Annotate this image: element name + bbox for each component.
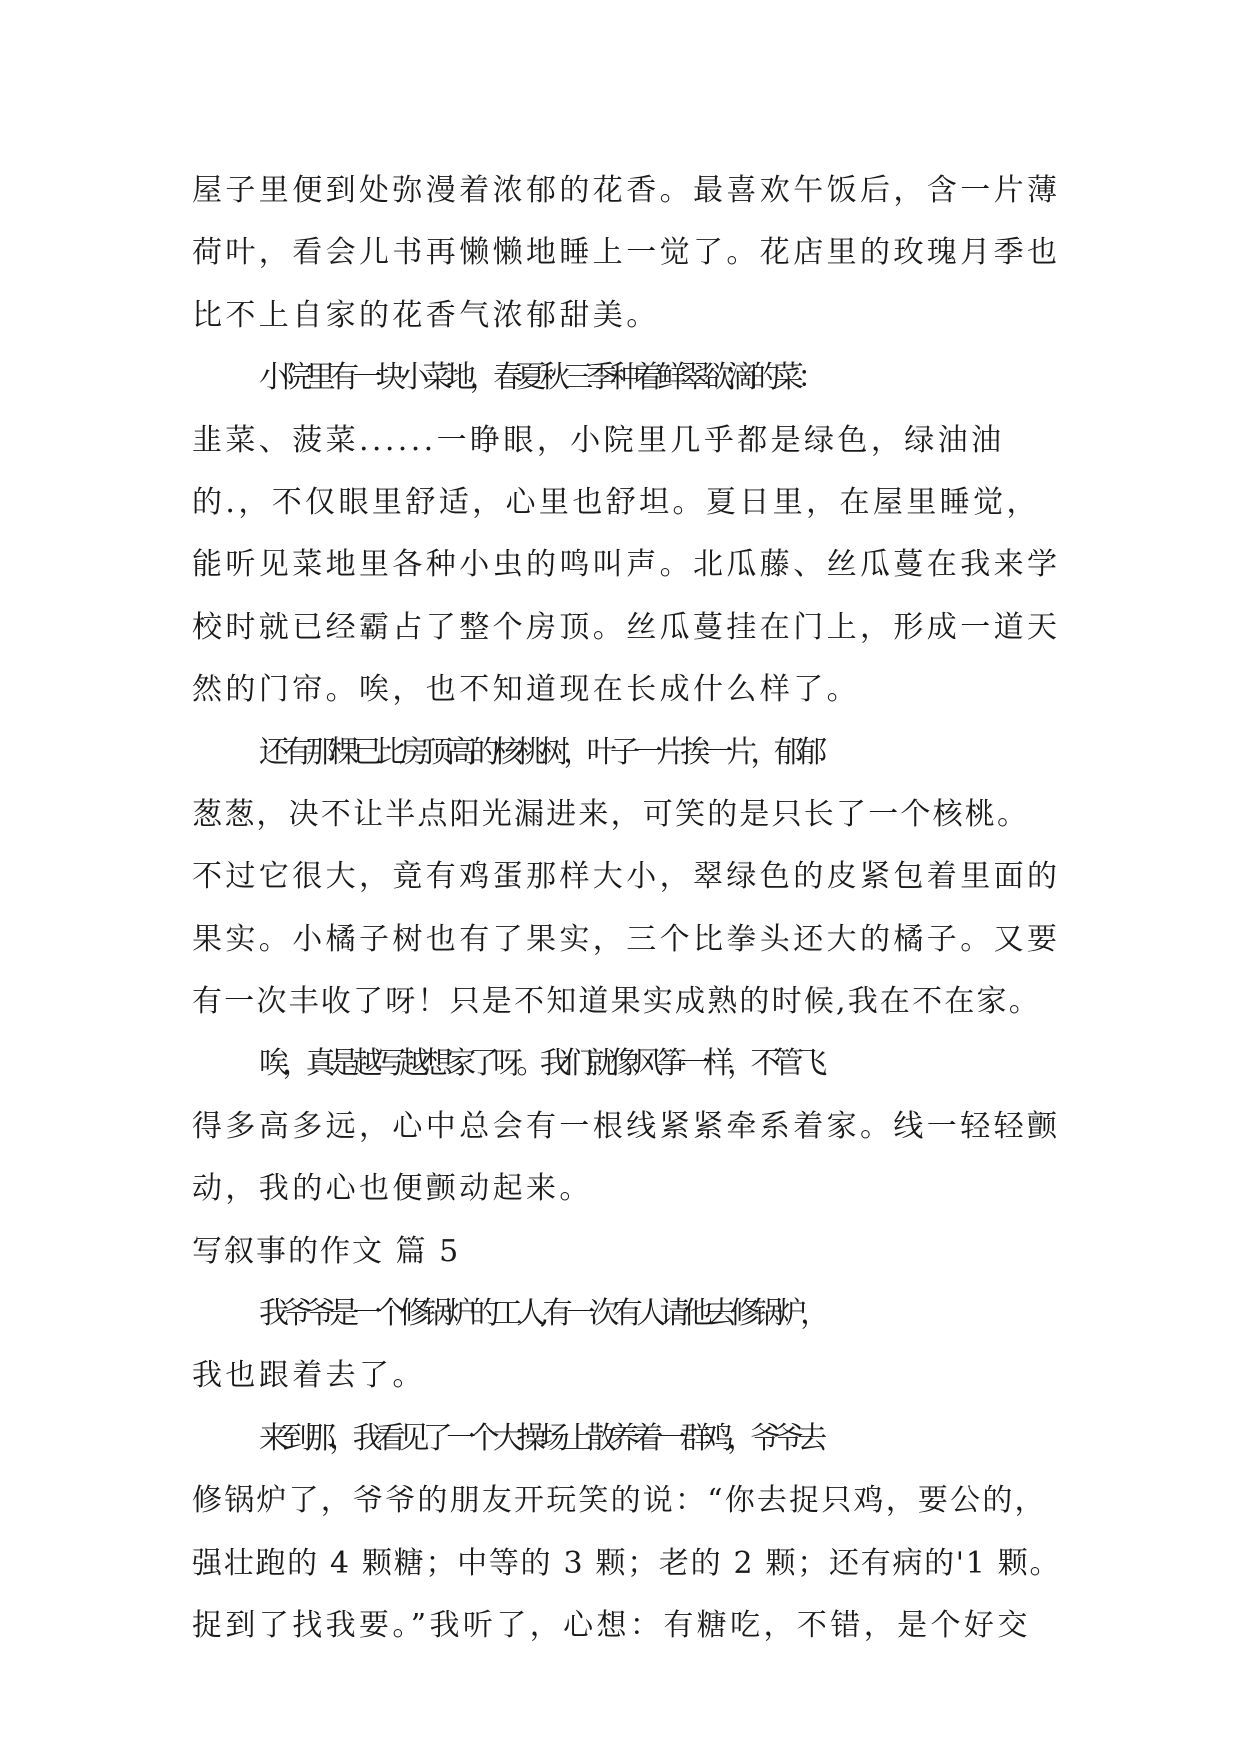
text-line: 捉到了找我要。”我听了，心想：有糖吃，不错，是个好交: [192, 1607, 1031, 1643]
text-line: 校时就已经霸占了整个房顶。丝瓜蔓挂在门上，形成一道天: [192, 609, 1061, 645]
text-line: 比不上自家的花香气浓郁甜美。: [192, 297, 660, 333]
text-line: 得多高多远，心中总会有一根线紧紧牵系着家。线一轻轻颤: [192, 1108, 1061, 1144]
paragraph-first-line: 还有那棵已比房顶高的核桃树，叶子一片挨一片，郁郁: [259, 734, 821, 770]
text-line: 荷叶，看会儿书再懒懒地睡上一觉了。花店里的玫瑰月季也: [192, 235, 1061, 271]
text-line: 不过它很大，竟有鸡蛋那样大小，翠绿色的皮紧包着里面的: [192, 859, 1061, 895]
paragraph-first-line: 来到那，我看见了一个大操场上散养着一群鸡，爷爷去: [259, 1420, 821, 1456]
text-line: 强壮跑的 4 颗糖；中等的 3 颗；老的 2 颗；还有病的'1 颗。: [192, 1545, 1062, 1581]
text-line: 韭菜、菠菜......一睁眼，小院里几乎都是绿色，绿油油: [192, 422, 1005, 458]
text-line: 葱葱，决不让半点阳光漏进来，可笑的是只长了一个核桃。: [192, 796, 1030, 832]
text-line: 然的门帘。唉，也不知道现在长成什么样了。: [192, 672, 860, 708]
text-line: 我也跟着去了。: [192, 1358, 426, 1394]
text-line: 动，我的心也便颤动起来。: [192, 1171, 593, 1207]
paragraph-first-line: 我爷爷是一个修锅炉的工人,有一次有人请他去修锅炉，: [259, 1296, 824, 1332]
paragraph-first-line: 小院里有一块小菜地，春夏秋三季种着鲜翠欲滴的菜：: [259, 360, 821, 396]
text-line: 能听见菜地里各种小虫的鸣叫声。北瓜藤、丝瓜蔓在我来学: [192, 547, 1061, 583]
text-line: 有一次丰收了呀！只是不知道果实成熟的时候,我在不在家。: [192, 984, 1041, 1020]
document-body: [192, 160, 1062, 1657]
section-heading: 写叙事的作文 篇 5: [192, 1233, 461, 1269]
text-line: 修锅炉了，爷爷的朋友开玩笑的说：“你去捉只鸡，要公的，: [192, 1483, 1047, 1519]
text-line: 的.，不仅眼里舒适，心里也舒坦。夏日里，在屋里睡觉，: [192, 484, 1040, 520]
paragraph-first-line: 唉，真是越写越想家了呀。我们就像风筝一样，不管飞: [259, 1046, 821, 1082]
text-line: 果实。小橘子树也有了果实，三个比拳头还大的橘子。又要: [192, 921, 1061, 957]
text-line: 屋子里便到处弥漫着浓郁的花香。最喜欢午饭后，含一片薄: [192, 173, 1061, 208]
